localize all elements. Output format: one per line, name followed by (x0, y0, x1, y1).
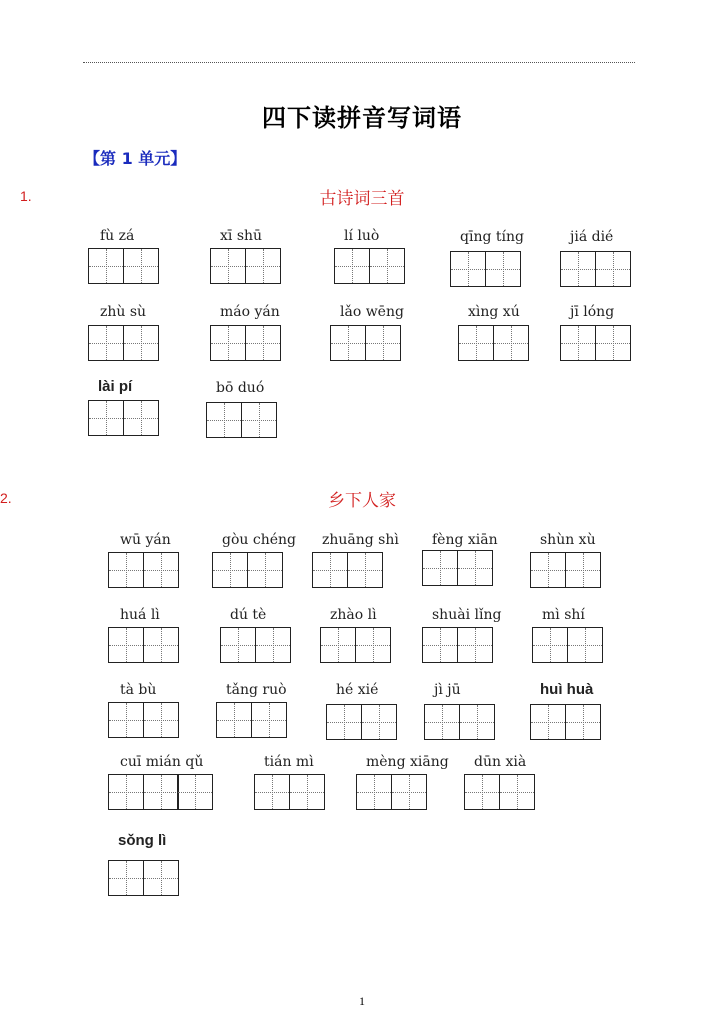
pinyin-label: zhuāng shì (322, 532, 399, 548)
pinyin-label: zhù sù (100, 304, 147, 320)
tian-zi-cell[interactable] (422, 627, 458, 663)
tian-zi-cell[interactable] (565, 704, 601, 740)
pinyin-label: jī lóng (570, 304, 615, 320)
writing-grid[interactable] (312, 552, 381, 588)
pinyin-label: dú tè (230, 607, 267, 623)
tian-zi-cell[interactable] (361, 704, 397, 740)
tian-zi-cell[interactable] (143, 702, 179, 738)
writing-grid[interactable] (334, 248, 403, 284)
writing-grid[interactable] (108, 774, 212, 810)
pinyin-label: lài pí (98, 378, 133, 395)
tian-zi-cell[interactable] (289, 774, 325, 810)
tian-zi-cell[interactable] (123, 400, 159, 436)
tian-zi-cell[interactable] (365, 325, 401, 361)
pinyin-label: bō duó (216, 380, 265, 396)
writing-grid[interactable] (88, 248, 157, 284)
tian-zi-cell[interactable] (347, 552, 383, 588)
tian-zi-cell[interactable] (88, 248, 124, 284)
writing-grid[interactable] (212, 552, 281, 588)
tian-zi-cell[interactable] (450, 251, 486, 287)
pinyin-label: qīng tíng (460, 229, 524, 245)
tian-zi-cell[interactable] (567, 627, 603, 663)
tian-zi-cell[interactable] (210, 248, 246, 284)
writing-grid[interactable] (530, 704, 599, 740)
tian-zi-cell[interactable] (355, 627, 391, 663)
writing-grid[interactable] (216, 702, 285, 738)
tian-zi-cell[interactable] (108, 774, 144, 810)
tian-zi-cell[interactable] (457, 627, 493, 663)
tian-zi-cell[interactable] (560, 325, 596, 361)
pinyin-label: lǎo wēng (340, 304, 404, 320)
tian-zi-cell[interactable] (356, 774, 392, 810)
pinyin-label: jiá dié (570, 229, 614, 245)
tian-zi-cell[interactable] (532, 627, 568, 663)
tian-zi-cell[interactable] (326, 704, 362, 740)
tian-zi-cell[interactable] (177, 774, 213, 810)
tian-zi-cell[interactable] (143, 627, 179, 663)
tian-zi-cell[interactable] (565, 552, 601, 588)
section-number: 1. (20, 188, 32, 204)
tian-zi-cell[interactable] (530, 704, 566, 740)
pinyin-label: cuī mián qǔ (120, 754, 204, 770)
writing-grid[interactable] (210, 248, 279, 284)
tian-zi-cell[interactable] (143, 774, 179, 810)
pinyin-label: sǒng lì (118, 832, 167, 849)
pinyin-label: tǎng ruò (226, 682, 287, 698)
writing-grid[interactable] (560, 325, 629, 361)
writing-grid[interactable] (326, 704, 395, 740)
writing-grid[interactable] (88, 400, 157, 436)
section-title: 乡下人家 (328, 491, 396, 511)
tian-zi-cell[interactable] (143, 860, 179, 896)
tian-zi-cell[interactable] (320, 627, 356, 663)
pinyin-label: tián mì (264, 754, 314, 770)
pinyin-label: mì shí (542, 607, 585, 623)
writing-grid[interactable] (220, 627, 289, 663)
writing-grid[interactable] (330, 325, 399, 361)
tian-zi-cell[interactable] (485, 251, 521, 287)
tian-zi-cell[interactable] (220, 627, 256, 663)
pinyin-label: jì jū (434, 682, 461, 698)
pinyin-label: shùn xù (540, 532, 596, 548)
pinyin-label: máo yán (220, 304, 280, 320)
tian-zi-cell[interactable] (464, 774, 500, 810)
page-number: 1 (359, 994, 365, 1008)
writing-grid[interactable] (108, 860, 177, 896)
tian-zi-cell[interactable] (108, 627, 144, 663)
pinyin-label: shuài lǐng (432, 607, 502, 623)
tian-zi-cell[interactable] (123, 248, 159, 284)
tian-zi-cell[interactable] (241, 402, 277, 438)
tian-zi-cell[interactable] (247, 552, 283, 588)
writing-grid[interactable] (108, 552, 177, 588)
tian-zi-cell[interactable] (457, 550, 493, 586)
pinyin-label: huì huà (540, 681, 594, 698)
tian-zi-cell[interactable] (255, 627, 291, 663)
tian-zi-cell[interactable] (245, 248, 281, 284)
pinyin-label: huá lì (120, 607, 160, 623)
writing-grid[interactable] (108, 702, 177, 738)
tian-zi-cell[interactable] (210, 325, 246, 361)
writing-grid[interactable] (88, 325, 157, 361)
tian-zi-cell[interactable] (312, 552, 348, 588)
header-rule (83, 62, 635, 63)
tian-zi-cell[interactable] (595, 325, 631, 361)
pinyin-label: mèng xiāng (366, 754, 449, 770)
tian-zi-cell[interactable] (143, 552, 179, 588)
tian-zi-cell[interactable] (369, 248, 405, 284)
tian-zi-cell[interactable] (123, 325, 159, 361)
tian-zi-cell[interactable] (251, 702, 287, 738)
pinyin-label: dūn xià (474, 754, 527, 770)
tian-zi-cell[interactable] (595, 251, 631, 287)
tian-zi-cell[interactable] (245, 325, 281, 361)
pinyin-label: tà bù (120, 682, 157, 698)
tian-zi-cell[interactable] (108, 860, 144, 896)
pinyin-label: xī shū (220, 228, 263, 244)
writing-grid[interactable] (422, 550, 491, 586)
writing-grid[interactable] (108, 627, 177, 663)
tian-zi-cell[interactable] (499, 774, 535, 810)
tian-zi-cell[interactable] (206, 402, 242, 438)
pinyin-label: fù zá (100, 228, 135, 244)
tian-zi-cell[interactable] (424, 704, 460, 740)
tian-zi-cell[interactable] (422, 550, 458, 586)
pinyin-label: gòu chéng (222, 532, 296, 548)
pinyin-label: hé xié (336, 682, 379, 698)
tian-zi-cell[interactable] (530, 552, 566, 588)
pinyin-label: lí luò (344, 228, 380, 244)
tian-zi-cell[interactable] (254, 774, 290, 810)
page-title: 四下读拼音写词语 (262, 104, 462, 132)
writing-grid[interactable] (530, 552, 599, 588)
writing-grid[interactable] (560, 251, 629, 287)
writing-grid[interactable] (464, 774, 533, 810)
pinyin-label: xìng xú (468, 304, 520, 320)
tian-zi-cell[interactable] (108, 702, 144, 738)
tian-zi-cell[interactable] (330, 325, 366, 361)
pinyin-label: fèng xiān (432, 532, 498, 548)
tian-zi-cell[interactable] (458, 325, 494, 361)
writing-grid[interactable] (532, 627, 601, 663)
tian-zi-cell[interactable] (216, 702, 252, 738)
tian-zi-cell[interactable] (88, 400, 124, 436)
writing-grid[interactable] (450, 251, 519, 287)
writing-grid[interactable] (458, 325, 527, 361)
writing-grid[interactable] (206, 402, 275, 438)
tian-zi-cell[interactable] (88, 325, 124, 361)
tian-zi-cell[interactable] (334, 248, 370, 284)
section-number: 2. (0, 490, 12, 506)
writing-grid[interactable] (356, 774, 425, 810)
tian-zi-cell[interactable] (493, 325, 529, 361)
tian-zi-cell[interactable] (212, 552, 248, 588)
pinyin-label: zhào lì (330, 607, 377, 623)
writing-grid[interactable] (424, 704, 493, 740)
section-title: 古诗词三首 (319, 189, 405, 209)
pinyin-label: wū yán (120, 532, 171, 548)
tian-zi-cell[interactable] (560, 251, 596, 287)
writing-grid[interactable] (254, 774, 323, 810)
writing-grid[interactable] (210, 325, 279, 361)
tian-zi-cell[interactable] (391, 774, 427, 810)
writing-grid[interactable] (422, 627, 491, 663)
writing-grid[interactable] (320, 627, 389, 663)
unit-label: 【第 1 单元】 (84, 149, 187, 168)
tian-zi-cell[interactable] (459, 704, 495, 740)
tian-zi-cell[interactable] (108, 552, 144, 588)
